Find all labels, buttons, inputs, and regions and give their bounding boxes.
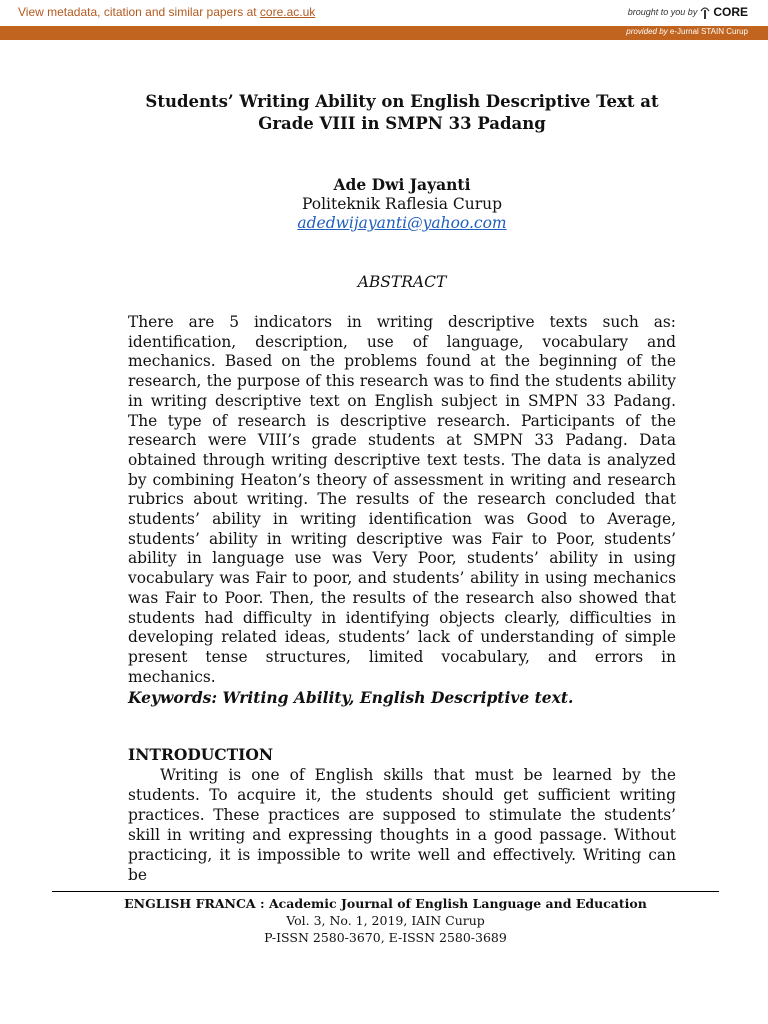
footer-divider (52, 891, 719, 892)
journal-footer (52, 895, 719, 946)
core-link[interactable]: core.ac.uk (259, 5, 316, 19)
provided-prefix: provided by (626, 27, 668, 36)
paper-title: Students’ Writing Ability on English Descriptive Text at Grade VIII in SMPN 33 Padang (145, 92, 659, 133)
core-logo-text: CORE (713, 5, 748, 19)
journal-volume: Vol. 3, No. 1, 2019, IAIN Curup (286, 913, 485, 928)
core-logo-icon (700, 6, 710, 19)
provider-text (626, 27, 748, 36)
author-affiliation: Politeknik Raflesia Curup (301, 195, 503, 213)
abstract-heading: ABSTRACT (357, 273, 447, 291)
core-metadata-line (18, 5, 315, 19)
author-name: Ade Dwi Jayanti (333, 175, 471, 194)
keywords: Keywords: Writing Ability, English Descriptive text. (128, 688, 574, 707)
core-metadata-text: View metadata, citation and similar papers at (18, 5, 260, 19)
author-email (128, 214, 676, 232)
journal-name: ENGLISH FRANCA : Academic Journal of English Language and Education (124, 896, 647, 911)
abstract-text: There are 5 indicators in writing descriptive texts such as: identification, description, use of language, vocabulary and mechanics. Based on the problems found at the beginning of the research, the purpose of this research was to find the students ability in writing descriptive text on English subject in SMPN 33 Padang. The type of research is descriptive research. Participants of the research were VIII’s grade students at SMPN 33 Padang. Data obtained through writing descriptive text tests. The data is analyzed by combining Heaton’s theory of assessment in writing and research rubrics about writing. The results of the research concluded that students’ ability in writing identification was Good to Average, students’ ability in writing descriptive was Fair to Poor, students’ ability in language use was Very Poor, students’ ability in using vocabulary was Fair to poor, and students’ ability in using mechanics was Fair to Poor. Then, the results of the research also showed that students had difficulty in identifying objects clearly, difficulties in developing related ideas, students’ lack of understanding of simple present tense structures, limited vocabulary, and errors in mechanics. (128, 313, 676, 686)
provider-strip (0, 26, 768, 40)
core-banner (0, 0, 768, 27)
provider-name: e-Jurnal STAIN Curup (669, 27, 748, 36)
introduction-text: Writing is one of English skills that must be learned by the students. To acquire it, the students should get sufficient writing practices. These practices are supposed to stimulate the students’ skill in writing and expressing thoughts in a good passage. Without practicing, it is impossible to write well and effectively. Writing can be (128, 766, 676, 884)
core-brand[interactable] (628, 5, 748, 19)
email-link[interactable]: adedwijayanti@yahoo.com (297, 214, 507, 232)
brought-by-text: brought to you by (627, 7, 698, 17)
journal-issn: P-ISSN 2580-3670, E-ISSN 2580-3689 (264, 930, 507, 945)
introduction-heading: INTRODUCTION (128, 745, 274, 764)
